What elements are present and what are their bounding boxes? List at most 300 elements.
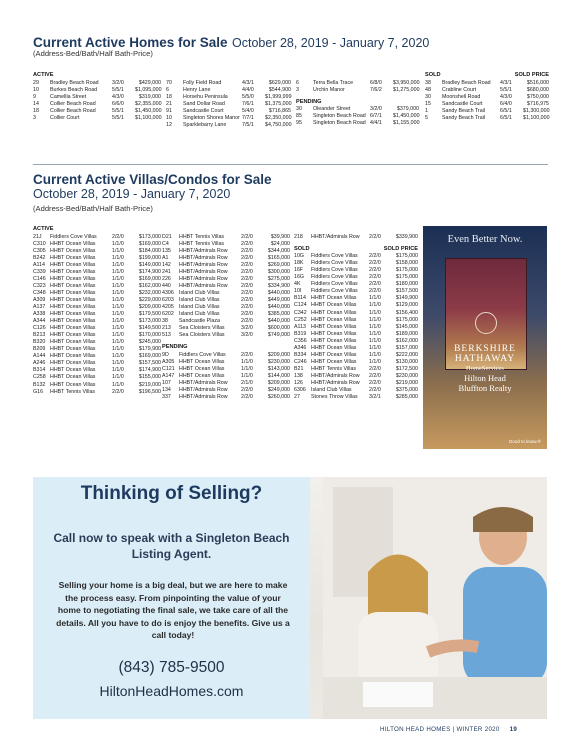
listing-cell: Fiddlers Cove Villas — [311, 288, 358, 295]
listing-cell: Sandcastle Plaza — [179, 318, 220, 325]
listing-cell: $680,000 — [526, 86, 549, 93]
listing-cell: 27 — [294, 394, 300, 401]
listing-cell: Stones Throw Villas — [311, 394, 358, 401]
listing-cell: $344,000 — [267, 247, 290, 254]
listing-cell: 38 — [162, 318, 168, 325]
listing-cell: 2/2/0 — [241, 240, 253, 247]
listing-cell: 241 — [162, 268, 171, 275]
listing-cell: HHBT Ocean Villas — [50, 367, 96, 374]
listing-row — [33, 346, 161, 353]
listing-cell: Island Club Villas — [179, 289, 220, 296]
listing-cell: 2/2/0 — [369, 267, 381, 274]
phone-number[interactable]: (843) 785-9500 — [118, 659, 225, 676]
listing-cell: Sandy Beach Trail — [442, 107, 485, 114]
listing-cell: 16G — [294, 274, 305, 281]
listing-cell: 3/2/0 — [370, 106, 382, 113]
listing-cell: $149,000 — [138, 261, 161, 268]
listing-cell: B213 — [33, 332, 46, 339]
listing-cell: Singleton Beach Road — [313, 120, 366, 127]
listing-cell: 4/3/0 — [112, 93, 124, 100]
listing-row — [162, 359, 290, 366]
listing-row — [162, 325, 290, 332]
listing-cell: Henry Lane — [183, 86, 211, 93]
listing-row — [296, 113, 419, 120]
listing-cell: $174,900 — [138, 367, 161, 374]
listing-cell: $149,500 — [138, 325, 161, 332]
listing-cell: 16F — [294, 267, 304, 274]
listing-cell: B242 — [33, 254, 46, 261]
listing-cell: HHBT/Admirals Row — [179, 268, 228, 275]
listing-cell: 107 — [162, 379, 171, 386]
listing-cell: 18K — [294, 260, 304, 267]
listing-cell: $4,750,000 — [265, 121, 292, 128]
listing-cell: Island Club Villas — [179, 311, 220, 318]
villas-active-column — [33, 226, 161, 396]
listing-cell: 3/2/1 — [369, 394, 381, 401]
listing-cell: Sand Dollar Road — [183, 100, 225, 107]
listing-cell: 213 — [162, 325, 171, 332]
listing-cell: $130,000 — [395, 358, 418, 365]
listing-cell: $230,000 — [395, 372, 418, 379]
listing-row — [33, 325, 161, 332]
listing-cell: C126 — [33, 325, 46, 332]
listing-cell: Singleton Beach Road — [313, 113, 366, 120]
listing-cell: B334 — [294, 351, 307, 358]
listing-cell: 5/5/1 — [112, 114, 124, 121]
listing-cell: A346 — [294, 344, 307, 351]
listing-cell: 1/1/0 — [112, 381, 124, 388]
listing-cell: 2/2/0 — [112, 233, 124, 240]
column-header-label: SOLD — [425, 72, 441, 78]
listing-cell: $196,500 — [138, 388, 161, 395]
ad-brand-line-1: BERKSHIRE — [454, 344, 516, 354]
listing-cell: $173,000 — [138, 318, 161, 325]
listing-cell: 1/1/0 — [369, 337, 381, 344]
listing-cell: Island Club Villas — [179, 296, 220, 303]
listing-row — [162, 311, 290, 318]
listing-row — [166, 80, 291, 87]
page-number: 19 — [509, 726, 518, 733]
listing-cell: HHBT Ocean Villas — [179, 372, 225, 379]
listing-cell: 337 — [162, 394, 171, 401]
selling-title: Thinking of Selling? — [80, 483, 263, 504]
listing-cell: 5/5/1 — [112, 86, 124, 93]
listing-cell: B320 — [33, 339, 46, 346]
listing-row — [294, 295, 418, 302]
listing-cell: Fiddlers Cove Villas — [311, 281, 358, 288]
listing-cell: HHBT/Admirals Row — [179, 275, 228, 282]
listing-cell: HHBT Ocean Villas — [50, 240, 96, 247]
listing-cell: HHBT Ocean Villas — [50, 254, 96, 261]
listing-cell: $180,000 — [395, 281, 418, 288]
listing-cell: $516,000 — [526, 79, 549, 86]
ad-brand-line-5: Bluffton Realty — [458, 383, 512, 393]
listing-cell: $1,999,999 — [265, 93, 292, 100]
listing-cell: 7/7/1 — [242, 114, 254, 121]
berkshire-hathaway-ad[interactable] — [423, 226, 547, 449]
listing-cell: $544,900 — [268, 86, 291, 93]
listing-cell: HHBT Ocean Villas — [50, 261, 96, 268]
listing-cell: 9D — [162, 351, 169, 358]
listing-cell: 2/2/0 — [369, 365, 381, 372]
listing-cell: 2/2/0 — [241, 268, 253, 275]
listing-cell: HHBT Tennis Villas — [179, 240, 225, 247]
listing-row — [33, 318, 161, 325]
listing-cell: $170,000 — [138, 332, 161, 339]
listing-cell: $275,000 — [267, 275, 290, 282]
listing-row — [162, 373, 290, 380]
listing-cell: A305 — [162, 358, 175, 365]
listing-cell: 1/1/0 — [241, 358, 253, 365]
listing-cell: 135 — [162, 247, 171, 254]
listing-cell: $39,900 — [270, 233, 290, 240]
listing-row — [294, 281, 418, 288]
listing-cell: 1/1/0 — [241, 372, 253, 379]
section-divider — [33, 164, 548, 165]
ad-brand-line-4: Hilton Head — [464, 373, 506, 383]
listing-cell: HHBT Ocean Villas — [311, 323, 357, 330]
listing-cell: Fiddlers Cove Villas — [179, 351, 226, 358]
listing-row — [33, 353, 161, 360]
listing-row — [33, 248, 161, 255]
listing-cell: Camellia Street — [50, 93, 87, 100]
listing-cell: $319,000 — [138, 93, 161, 100]
listing-cell: 2/2/0 — [241, 387, 253, 394]
villas-subtitle: (Address-Bed/Bath/Half Bath-Price) — [33, 204, 153, 213]
listing-cell: B314 — [33, 367, 46, 374]
listing-cell: HHBT/Admirals Row — [179, 247, 228, 254]
listing-cell: C323 — [33, 282, 46, 289]
listing-row — [33, 234, 161, 241]
homes-active-column-2 — [166, 72, 291, 129]
listing-cell: $209,000 — [267, 379, 290, 386]
listing-cell: Sandcastle Court — [183, 107, 224, 114]
listing-cell: Fiddlers Cove Villas — [311, 253, 358, 260]
listing-cell: Island Club Villas — [179, 304, 220, 311]
listing-cell: 1/1/0 — [369, 330, 381, 337]
listing-cell: 1/1/0 — [112, 374, 124, 381]
listing-cell: 1/1/0 — [369, 323, 381, 330]
listing-cell: 4/3/1 — [500, 79, 512, 86]
listing-row — [294, 373, 418, 380]
listing-cell: $716,975 — [526, 100, 549, 107]
brand-emblem-icon — [475, 312, 497, 334]
column-header-label: SOLD — [294, 245, 310, 252]
listing-cell: HHBT/Admirals Row — [311, 372, 360, 379]
listing-cell: $175,000 — [395, 267, 418, 274]
column-header — [294, 246, 418, 253]
listing-cell: $156,400 — [395, 309, 418, 316]
listing-cell: 5 — [425, 114, 428, 121]
listing-cell: 3 — [33, 114, 36, 121]
listing-cell: 91 — [166, 107, 172, 114]
listing-cell: 1/1/0 — [112, 325, 124, 332]
listing-cell: HHBT Ocean Villas — [311, 351, 357, 358]
listing-cell: 6306 — [294, 387, 306, 394]
listing-cell: HHBT Ocean Villas — [50, 332, 96, 339]
listing-cell: $179,500 — [138, 311, 161, 318]
listing-row — [33, 304, 161, 311]
listing-cell: 3/2/0 — [112, 79, 124, 86]
listing-cell: HHBT Ocean Villas — [50, 353, 96, 360]
listing-cell: Fiddlers Cove Villas — [311, 260, 358, 267]
listing-cell: 2/2/0 — [241, 296, 253, 303]
listing-cell: D21 — [162, 233, 172, 240]
listing-cell: 4/4/1 — [370, 120, 382, 127]
listing-cell: $750,000 — [526, 93, 549, 100]
listing-cell: 1/1/0 — [112, 318, 124, 325]
listing-cell: 4/4/0 — [242, 86, 254, 93]
listing-cell: $145,000 — [395, 323, 418, 330]
homes-dates: October 28, 2019 - January 7, 2020 — [232, 36, 430, 50]
column-header-label: ACTIVE — [33, 226, 54, 232]
villas-dates: October 28, 2019 - January 7, 2020 — [33, 187, 231, 201]
listing-row — [162, 352, 290, 359]
column-header-price-label: SOLD PRICE — [514, 72, 549, 78]
listing-cell: Fiddlers Cove Villas — [311, 274, 358, 281]
listing-cell: 12 — [166, 121, 172, 128]
listing-cell: 2/2/0 — [369, 379, 381, 386]
listing-cell: 6/6/0 — [112, 100, 124, 107]
listing-row — [33, 269, 161, 276]
listing-cell: $143,000 — [267, 365, 290, 372]
listing-cell: $449,000 — [267, 296, 290, 303]
listing-row — [166, 108, 291, 115]
listing-cell: C252 — [294, 316, 307, 323]
listing-cell: 85 — [296, 113, 302, 120]
listing-cell: $169,000 — [138, 353, 161, 360]
listing-cell: 2/2/0 — [369, 260, 381, 267]
listing-row — [294, 359, 418, 366]
listing-row — [33, 87, 161, 94]
listing-cell: A114 — [33, 261, 45, 268]
column-header — [33, 226, 161, 233]
listing-cell: $219,000 — [138, 381, 161, 388]
listing-cell: $173,000 — [138, 233, 161, 240]
listing-cell: HHBT Ocean Villas — [311, 358, 357, 365]
villas-title: Current Active Villas/Condos for Sale — [33, 172, 272, 187]
listing-cell: HHBT Ocean Villas — [50, 282, 96, 289]
listing-cell: 1/1/0 — [369, 316, 381, 323]
listing-cell: $440,000 — [267, 318, 290, 325]
listing-row — [33, 339, 161, 346]
listing-row — [425, 87, 549, 94]
listing-cell: $175,000 — [395, 274, 418, 281]
listing-cell: 2/2/0 — [112, 388, 124, 395]
listing-row — [162, 276, 290, 283]
listing-row — [162, 255, 290, 262]
listing-cell: 3/2/0 — [241, 332, 253, 339]
listing-row — [33, 115, 161, 122]
listing-cell: 1/1/0 — [112, 268, 124, 275]
listing-cell: $1,450,000 — [135, 107, 162, 114]
column-header-label: PENDING — [296, 98, 322, 105]
listing-row — [162, 394, 290, 401]
listing-cell: $175,000 — [395, 316, 418, 323]
listing-cell: C348 — [33, 289, 46, 296]
listing-cell: 4K — [294, 281, 301, 288]
listing-cell: 95 — [296, 120, 302, 127]
listing-cell: $260,000 — [267, 394, 290, 401]
listing-cell: $269,000 — [267, 261, 290, 268]
listing-cell: $1,450,000 — [393, 113, 420, 120]
listing-row — [294, 352, 418, 359]
listing-cell: $149,900 — [395, 295, 418, 302]
listing-cell: A137 — [33, 304, 46, 311]
listing-cell: Terra Bella Trace — [313, 79, 354, 86]
listing-cell: 7/6/1 — [242, 100, 254, 107]
listing-cell: $162,000 — [138, 282, 161, 289]
listing-row — [294, 366, 418, 373]
listing-row — [294, 302, 418, 309]
listing-cell: 4/3/0 — [500, 93, 512, 100]
listing-cell: 218 — [294, 233, 303, 240]
listing-row — [296, 120, 419, 127]
listing-cell: B319 — [294, 330, 307, 337]
listing-cell: 10G — [294, 253, 305, 260]
listing-cell: 2/2/0 — [369, 281, 381, 288]
listing-cell: Fiddlers Cove Villas — [50, 233, 97, 240]
listing-row — [33, 332, 161, 339]
listing-cell: 6/4/0 — [500, 100, 512, 107]
column-header — [425, 72, 549, 79]
listing-cell: HHBT Ocean Villas — [50, 339, 96, 346]
listing-cell: 10I — [294, 288, 302, 295]
listing-cell: C146 — [33, 275, 46, 282]
listing-row — [294, 331, 418, 338]
listing-cell: 48 — [425, 86, 431, 93]
listing-cell: 38 — [425, 79, 431, 86]
listing-row — [294, 394, 418, 401]
listing-cell: C356 — [294, 337, 307, 344]
listing-cell: 1 — [425, 107, 428, 114]
listing-cell: $219,000 — [395, 379, 418, 386]
listing-cell: $229,000 — [138, 296, 161, 303]
listing-row — [162, 248, 290, 255]
listing-cell: 2/2/0 — [241, 261, 253, 268]
listing-cell: 2/2/0 — [241, 289, 253, 296]
listing-cell: 6202 — [162, 311, 174, 318]
listing-cell: 1/1/0 — [369, 358, 381, 365]
listing-cell: $165,000 — [267, 254, 290, 261]
listing-cell: $1,375,000 — [265, 100, 292, 107]
listing-row — [166, 122, 291, 129]
listing-cell: 1/1/0 — [112, 332, 124, 339]
listing-cell: 1/1/0 — [112, 275, 124, 282]
listing-row — [162, 332, 290, 339]
listing-cell: 70 — [166, 79, 172, 86]
listing-row — [162, 269, 290, 276]
listing-cell: 1/1/0 — [112, 247, 124, 254]
listing-cell: 1/1/0 — [112, 367, 124, 374]
ad-tagline: Good to know.® — [508, 439, 541, 444]
listing-cell: 2/2/0 — [241, 233, 253, 240]
listing-cell: 5/4/0 — [242, 107, 254, 114]
listing-cell: $2,350,000 — [265, 114, 292, 121]
listing-cell: 1/1/0 — [369, 351, 381, 358]
listing-cell: B132 — [33, 381, 46, 388]
website-link[interactable]: HiltonHeadHomes.com — [99, 683, 244, 699]
listing-row — [162, 380, 290, 387]
listing-cell: A1 — [162, 254, 169, 261]
listing-cell: HHBT Ocean Villas — [311, 309, 357, 316]
listing-cell: $199,000 — [138, 254, 161, 261]
listing-cell: Collier Beach Road — [50, 107, 96, 114]
listing-cell: $1,275,000 — [393, 86, 420, 93]
listing-row — [296, 80, 419, 87]
listing-cell: A246 — [33, 360, 46, 367]
listing-cell: Sparklebarry Lane — [183, 121, 227, 128]
listing-cell: Collier Beach Road — [50, 100, 96, 107]
listing-cell: 226 — [162, 275, 171, 282]
listing-cell: $716,865 — [268, 107, 291, 114]
listing-cell: Horsehu Peninsula — [183, 93, 228, 100]
listing-cell: HHBT Ocean Villas — [50, 346, 96, 353]
listing-row — [33, 389, 161, 396]
listing-cell: Bradley Beach Road — [442, 79, 491, 86]
listing-cell: 5/5/1 — [112, 107, 124, 114]
listing-cell: HHBT Tennis Villas — [50, 388, 96, 395]
listing-cell: $157,000 — [395, 344, 418, 351]
listing-cell: 1/1/0 — [112, 304, 124, 311]
listing-row — [166, 101, 291, 108]
listing-cell: Burkes Beach Road — [50, 86, 98, 93]
listing-cell: 18 — [33, 107, 39, 114]
listing-cell: $175,000 — [395, 253, 418, 260]
listing-row — [294, 324, 418, 331]
listing-cell: HHBT Ocean Villas — [50, 311, 96, 318]
column-header — [296, 99, 419, 106]
listing-row — [425, 101, 549, 108]
listing-cell: A344 — [33, 318, 46, 325]
listing-row — [162, 304, 290, 311]
column-header — [162, 344, 290, 351]
listing-cell: 4306 — [162, 289, 174, 296]
listing-cell: 10 — [166, 114, 172, 121]
selling-subtitle: Call now to speak with a Singleton Beach Listing Agent. — [53, 531, 290, 561]
listing-cell: HHBT/Admirals Row — [179, 261, 228, 268]
listing-row — [294, 253, 418, 260]
listing-row — [296, 87, 419, 94]
page-footer — [380, 726, 517, 733]
villas-active-column-2 — [162, 226, 290, 401]
listing-cell: 4/3/1 — [242, 79, 254, 86]
column-header-label: ACTIVE — [33, 72, 54, 78]
listing-cell: C339 — [33, 268, 46, 275]
listing-cell: 2/1/0 — [241, 379, 253, 386]
listing-cell: $144,000 — [267, 372, 290, 379]
listing-cell: HHBT/Admirals Row — [179, 387, 228, 394]
listing-cell: Crabline Court — [442, 86, 477, 93]
listing-cell: $440,000 — [267, 289, 290, 296]
listing-cell: 9 — [33, 93, 36, 100]
listing-cell: $209,000 — [138, 304, 161, 311]
listing-cell: 4205 — [162, 304, 174, 311]
listing-cell: Collier Court — [50, 114, 80, 121]
listing-cell: 15 — [425, 100, 431, 107]
listing-cell: 2/2/0 — [241, 394, 253, 401]
listing-row — [33, 283, 161, 290]
listing-cell: HHBT/Admirals Row — [179, 379, 228, 386]
listing-cell: $157,500 — [138, 360, 161, 367]
listing-cell: G16 — [33, 388, 44, 395]
listing-row — [33, 311, 161, 318]
listing-cell: Sea Cloisters Villas — [179, 332, 225, 339]
listing-cell: Oleander Street — [313, 106, 351, 113]
listing-cell: HHBT Ocean Villas — [50, 381, 96, 388]
listing-cell: B114 — [294, 295, 306, 302]
listing-cell: 5/5/1 — [500, 86, 512, 93]
